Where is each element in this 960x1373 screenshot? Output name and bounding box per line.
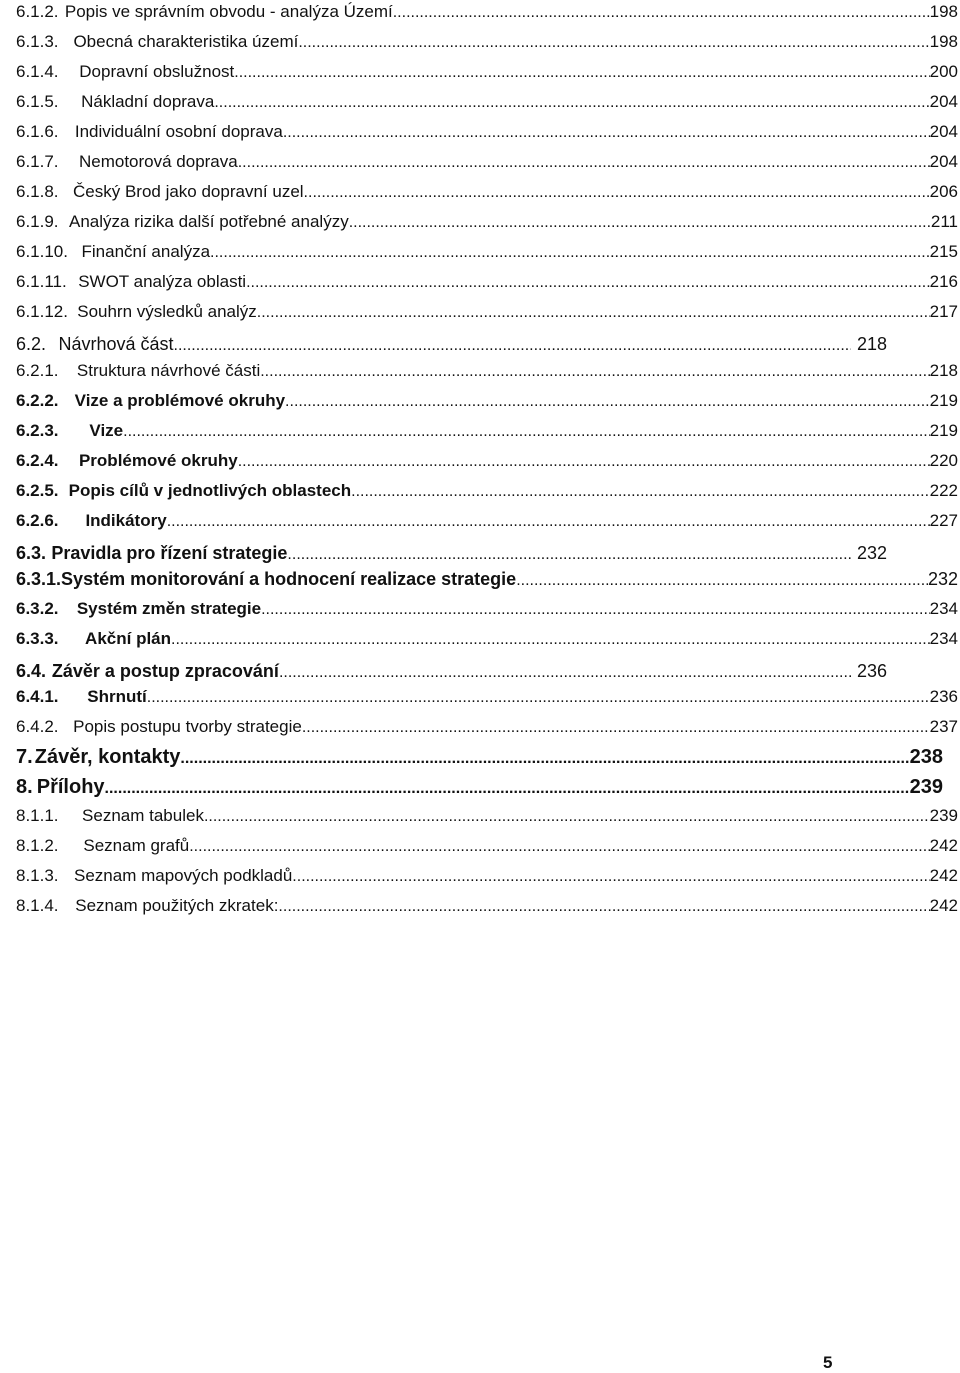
toc-leader-dots [283, 124, 930, 142]
toc-entry[interactable] [16, 661, 887, 682]
toc-title: Vize [89, 421, 124, 440]
toc-title: Obecná charakteristika území [73, 32, 299, 51]
toc-page-number: 216 [929, 272, 958, 291]
toc-title: Seznam mapových podkladů [74, 866, 293, 885]
toc-page-number: 234 [929, 629, 958, 648]
toc-number: 6.2.6. [16, 511, 59, 530]
toc-entry[interactable] [16, 717, 958, 737]
toc-leader-dots [302, 719, 930, 737]
toc-number: 6.3.3. [16, 629, 59, 648]
toc-page-number: 242 [929, 866, 958, 885]
toc-title: Popis cílů v jednotlivých oblastech [68, 481, 352, 500]
toc-entry[interactable] [16, 836, 958, 856]
toc-page-number: 218 [929, 361, 958, 380]
toc-entry[interactable] [16, 543, 887, 564]
toc-title: Vize a problémové okruhy [74, 391, 286, 410]
toc-number: 6.2.2. [16, 391, 59, 410]
toc-leader-dots [204, 808, 930, 826]
toc-number: 6.3. [16, 543, 47, 563]
toc-entry[interactable] [16, 511, 958, 531]
toc-entry[interactable] [16, 92, 958, 112]
toc-number: 6.1.12. [16, 302, 68, 321]
toc-leader-dots [349, 214, 931, 232]
toc-page-number: 200 [929, 62, 958, 81]
toc-leader-dots [257, 304, 930, 322]
toc-title: Seznam grafů [83, 836, 190, 855]
toc-number: 6.1.3. [16, 32, 59, 51]
toc-page-number: 204 [929, 92, 958, 111]
toc-page-number: 236 [856, 661, 887, 681]
toc-page-number: 211 [930, 212, 958, 231]
toc-page-number: 232 [927, 569, 958, 589]
toc-page-number: 232 [856, 543, 887, 563]
toc-entry[interactable] [16, 569, 958, 590]
toc-page-number: 220 [929, 451, 958, 470]
toc-title: Český Brod jako dopravní uzel [72, 182, 304, 201]
toc-entry[interactable] [16, 242, 958, 262]
toc-title: Finanční analýza [81, 242, 211, 261]
toc-page-number: 198 [929, 32, 958, 51]
toc-entry[interactable] [16, 866, 958, 886]
toc-leader-dots [287, 546, 851, 564]
toc-leader-dots [260, 363, 929, 381]
toc-number: 8. [16, 776, 33, 798]
page-number: 5 [823, 1353, 833, 1372]
toc-title: Souhrn výsledků analýz [77, 302, 257, 321]
toc-leader-dots [246, 274, 930, 292]
toc-leader-dots [210, 244, 930, 262]
toc-entry[interactable] [16, 687, 958, 707]
toc-page-number: 239 [909, 776, 943, 798]
toc-page-number: 204 [929, 122, 958, 141]
toc-entry[interactable] [16, 599, 958, 619]
toc-number: 6.3.1. [16, 569, 62, 589]
toc-entry[interactable] [16, 62, 958, 82]
toc-entry[interactable] [16, 806, 958, 826]
toc-entry[interactable] [16, 421, 958, 441]
toc-number: 6.2.4. [16, 451, 59, 470]
toc-title: Závěr a postup zpracování [51, 661, 279, 681]
toc-page-number: 242 [929, 896, 958, 915]
toc-title: Seznam tabulek [82, 806, 204, 825]
toc-number: 6.1.2. [16, 2, 59, 21]
toc-entry[interactable] [16, 152, 958, 172]
toc-leader-dots [171, 631, 930, 649]
toc-entry[interactable] [16, 122, 958, 142]
toc-page-number: 219 [929, 421, 958, 440]
toc-page-number: 219 [929, 391, 958, 410]
toc-title: Dopravní obslužnost [79, 62, 235, 81]
toc-leader-dots [238, 154, 930, 172]
toc-leader-dots [292, 868, 929, 886]
toc-leader-dots [351, 483, 930, 501]
toc-page-number: 204 [929, 152, 958, 171]
toc-number: 8.1.1. [16, 806, 59, 825]
toc-leader-dots [279, 664, 851, 682]
toc-title: Přílohy [36, 776, 105, 798]
toc-number: 6.1.4. [16, 62, 59, 81]
toc-leader-dots [123, 423, 930, 441]
toc-leader-dots [278, 898, 929, 916]
toc-number: 8.1.4. [16, 896, 59, 915]
toc-entry[interactable] [16, 746, 943, 769]
toc-entry[interactable] [16, 2, 958, 22]
toc-title: Akční plán [85, 629, 172, 648]
toc-title: Popis ve správním obvodu - analýza Území [64, 2, 393, 21]
toc-page-number: 198 [929, 2, 958, 21]
toc-entry[interactable] [16, 361, 958, 381]
toc-number: 6.1.7. [16, 152, 59, 171]
toc-entry[interactable] [16, 334, 887, 355]
toc-leader-dots [298, 34, 929, 52]
toc-entry[interactable] [16, 776, 943, 799]
toc-page-number: 238 [909, 746, 943, 768]
toc-title: Struktura návrhové části [76, 361, 261, 380]
toc-page-number: 217 [929, 302, 958, 321]
toc-leader-dots [234, 64, 929, 82]
toc-number: 6.2.1. [16, 361, 59, 380]
toc-title: Shrnutí [87, 687, 147, 706]
toc-title: Problémové okruhy [78, 451, 238, 470]
toc-entry[interactable] [16, 481, 958, 501]
toc-number: 6.4. [16, 661, 47, 681]
toc-entry[interactable] [16, 302, 958, 322]
toc-page-number: 206 [929, 182, 958, 201]
toc-leader-dots [285, 393, 930, 411]
toc-number: 6.2.5. [16, 481, 59, 500]
toc-leader-dots [147, 689, 930, 707]
toc-number: 6.4.1. [16, 687, 59, 706]
toc-entry[interactable] [16, 32, 958, 52]
toc-entry[interactable] [16, 629, 958, 649]
toc-number: 8.1.2. [16, 836, 59, 855]
toc-title: Individuální osobní doprava [74, 122, 283, 141]
toc-leader-dots [189, 838, 929, 856]
toc-leader-dots [261, 601, 930, 619]
toc-entry[interactable] [16, 272, 958, 292]
toc-leader-dots [393, 4, 930, 22]
toc-leader-dots [105, 780, 910, 798]
toc-number: 6.1.11. [16, 272, 67, 291]
toc-title: Analýza rizika další potřebné analýzy [68, 212, 349, 231]
toc-page-number: 215 [929, 242, 958, 261]
toc-entry[interactable] [16, 391, 958, 411]
toc-entry[interactable] [16, 182, 958, 202]
toc-number: 6.2. [16, 334, 47, 354]
toc-title: Závěr, kontakty [34, 746, 181, 768]
toc-title: Návrhová část [58, 334, 174, 354]
toc-entry[interactable] [16, 212, 958, 232]
toc-number: 6.2.3. [16, 421, 59, 440]
toc-number: 6.4.2. [16, 717, 59, 736]
toc-entry[interactable] [16, 451, 958, 471]
toc-number: 6.1.9. [16, 212, 59, 231]
toc-number: 7. [16, 746, 33, 768]
toc-leader-dots [167, 513, 930, 531]
toc-number: 6.3.2. [16, 599, 59, 618]
toc-title: SWOT analýza oblasti [78, 272, 247, 291]
toc-entry[interactable] [16, 896, 958, 916]
toc-title: Popis postupu tvorby strategie [73, 717, 302, 736]
toc-leader-dots [174, 337, 851, 355]
toc-page-number: 236 [929, 687, 958, 706]
toc-title: Pravidla pro řízení strategie [51, 543, 288, 563]
toc-page-number: 234 [929, 599, 958, 618]
toc-page-number: 239 [929, 806, 958, 825]
toc-page-number: 242 [929, 836, 958, 855]
toc-page-number: 218 [856, 334, 887, 354]
toc-title: Nákladní doprava [81, 92, 215, 111]
toc-title: Indikátory [85, 511, 167, 530]
toc-leader-dots [180, 750, 909, 768]
toc-leader-dots [516, 572, 928, 590]
toc-leader-dots [304, 184, 930, 202]
toc-page-number: 237 [929, 717, 958, 736]
toc-number: 6.1.5. [16, 92, 59, 111]
toc-leader-dots [214, 94, 929, 112]
toc-number: 6.1.10. [16, 242, 68, 261]
toc-number: 6.1.8. [16, 182, 59, 201]
toc-title: Systém monitorování a hodnocení realizace strategie [61, 569, 517, 589]
toc-page-number: 227 [929, 511, 958, 530]
toc-title: Seznam použitých zkratek: [75, 896, 279, 915]
toc-number: 8.1.3. [16, 866, 59, 885]
toc-page-number: 222 [929, 481, 958, 500]
toc-title: Systém změn strategie [76, 599, 262, 618]
toc-number: 6.1.6. [16, 122, 59, 141]
toc-title: Nemotorová doprava [78, 152, 238, 171]
toc-leader-dots [238, 453, 930, 471]
